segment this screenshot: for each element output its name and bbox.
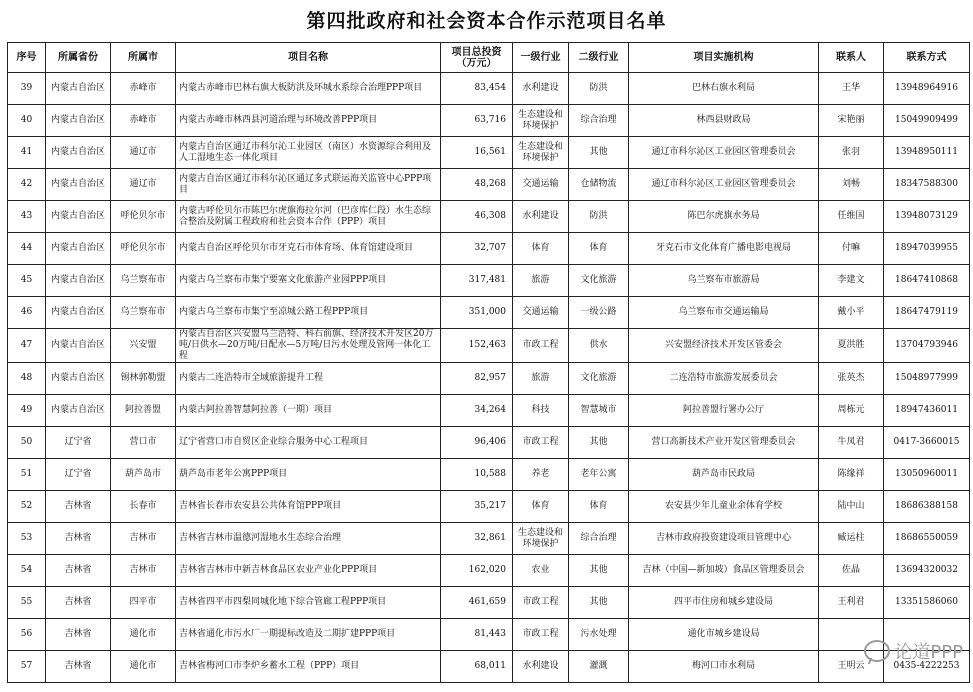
header-investment: 项目总投资（万元）	[441, 43, 513, 73]
cell-phone: 18947436011	[884, 395, 970, 427]
cell-project-name: 辽宁省营口市自贸区企业综合服务中心工程项目	[176, 427, 441, 459]
cell-city: 赤峰市	[111, 105, 176, 137]
cell-city: 兴安盟	[111, 329, 176, 363]
cell-industry-2: 综合治理	[569, 105, 629, 137]
cell-industry-2: 老年公寓	[569, 459, 629, 491]
cell-phone: 0417-3660015	[884, 427, 970, 459]
cell-agency: 农安县少年儿童业余体育学校	[629, 491, 819, 523]
cell-city: 通化市	[111, 651, 176, 683]
cell-phone: 13704793946	[884, 329, 970, 363]
cell-province: 吉林省	[46, 619, 111, 651]
cell-industry-2: 其他	[569, 587, 629, 619]
cell-phone: 0435-4222253	[884, 651, 970, 683]
cell-city: 赤峰市	[111, 73, 176, 105]
cell-project-name: 吉林省通化市污水厂一期提标改造及二期扩建PPP项目	[176, 619, 441, 651]
cell-phone: 13948964916	[884, 73, 970, 105]
page-title: 第四批政府和社会资本合作示范项目名单	[306, 10, 667, 32]
cell-no: 55	[8, 587, 46, 619]
cell-industry-1: 水利建设	[513, 651, 569, 683]
cell-industry-2: 综合治理	[569, 523, 629, 555]
cell-industry-2: 其他	[569, 555, 629, 587]
cell-industry-2: 灌溉	[569, 651, 629, 683]
table-row	[8, 491, 970, 523]
cell-investment: 83,454	[441, 73, 513, 105]
cell-agency: 梅河口市水利局	[629, 651, 819, 683]
cell-no: 52	[8, 491, 46, 523]
cell-city: 吉林市	[111, 523, 176, 555]
cell-investment: 461,659	[441, 587, 513, 619]
table-row	[8, 619, 970, 651]
cell-city: 吉林市	[111, 555, 176, 587]
cell-phone: 18647479119	[884, 297, 970, 329]
cell-investment: 317,481	[441, 265, 513, 297]
cell-industry-1: 生态建设和环境保护	[513, 137, 569, 169]
cell-province: 内蒙古自治区	[46, 105, 111, 137]
cell-agency: 巴林右旗水利局	[629, 73, 819, 105]
cell-project-name: 内蒙古自治区通辽市科尔沁区通辽多式联运海关监管中心PPP项目	[176, 169, 441, 201]
cell-project-name: 内蒙古自治区通辽市科尔沁工业园区（南区）水资源综合利用及人工湿地生态一体化项目	[176, 137, 441, 169]
cell-phone: 13948073129	[884, 201, 970, 233]
cell-contact: 陆中山	[819, 491, 884, 523]
cell-project-name: 吉林省梅河口市李炉乡蓄水工程（PPP）项目	[176, 651, 441, 683]
cell-project-name: 内蒙古自治区兴安盟乌兰浩特、科右前旗、经济技术开发区20万吨/日供水—20万吨/日配水—5万吨/日污水处理及管网一体化工程	[176, 329, 441, 363]
cell-industry-2: 体育	[569, 491, 629, 523]
cell-investment: 48,268	[441, 169, 513, 201]
cell-industry-1: 生态建设和环境保护	[513, 105, 569, 137]
cell-phone: 18686550059	[884, 523, 970, 555]
cell-industry-1: 体育	[513, 491, 569, 523]
cell-phone: 18686388158	[884, 491, 970, 523]
cell-agency: 四平市住房和城乡建设局	[629, 587, 819, 619]
cell-project-name: 吉林省四平市四梨同城化地下综合管廊工程PPP项目	[176, 587, 441, 619]
cell-industry-2: 其他	[569, 427, 629, 459]
cell-no: 44	[8, 233, 46, 265]
cell-city: 乌兰察布市	[111, 265, 176, 297]
cell-no: 46	[8, 297, 46, 329]
table-header-row	[8, 43, 970, 73]
cell-city: 乌兰察布市	[111, 297, 176, 329]
cell-phone: 15048977999	[884, 363, 970, 395]
cell-city: 呼伦贝尔市	[111, 201, 176, 233]
cell-industry-2: 智慧城市	[569, 395, 629, 427]
cell-contact: 牛凤君	[819, 427, 884, 459]
cell-contact: 张羽	[819, 137, 884, 169]
header-contact: 联系人	[819, 43, 884, 73]
cell-project-name: 内蒙古自治区呼伦贝尔市牙克石市体育场、体育馆建设项目	[176, 233, 441, 265]
cell-industry-1: 体育	[513, 233, 569, 265]
table-row	[8, 297, 970, 329]
table-row	[8, 265, 970, 297]
cell-industry-1: 水利建设	[513, 201, 569, 233]
table-row	[8, 427, 970, 459]
cell-project-name: 内蒙古乌兰察布市集宁至凉城公路工程PPP项目	[176, 297, 441, 329]
cell-city: 葫芦岛市	[111, 459, 176, 491]
cell-city: 通辽市	[111, 169, 176, 201]
cell-province: 内蒙古自治区	[46, 233, 111, 265]
cell-investment: 68,011	[441, 651, 513, 683]
cell-no: 57	[8, 651, 46, 683]
header-province: 所属省份	[46, 43, 111, 73]
cell-investment: 152,463	[441, 329, 513, 363]
cell-project-name: 吉林省吉林市中新吉林食品区农业产业化PPP项目	[176, 555, 441, 587]
cell-industry-1: 旅游	[513, 363, 569, 395]
cell-city: 通化市	[111, 619, 176, 651]
cell-phone: 15049909499	[884, 105, 970, 137]
cell-industry-2: 防洪	[569, 73, 629, 105]
cell-contact: 佐晶	[819, 555, 884, 587]
cell-industry-1: 农业	[513, 555, 569, 587]
table-row	[8, 73, 970, 105]
table-row	[8, 523, 970, 555]
cell-investment: 82,957	[441, 363, 513, 395]
cell-province: 吉林省	[46, 587, 111, 619]
cell-agency: 乌兰察布市旅游局	[629, 265, 819, 297]
cell-province: 内蒙古自治区	[46, 73, 111, 105]
cell-no: 48	[8, 363, 46, 395]
cell-no: 39	[8, 73, 46, 105]
cell-province: 吉林省	[46, 555, 111, 587]
cell-province: 内蒙古自治区	[46, 265, 111, 297]
cell-city: 锡林郭勒盟	[111, 363, 176, 395]
table-row	[8, 651, 970, 683]
table-row	[8, 555, 970, 587]
header-no: 序号	[8, 43, 46, 73]
cell-project-name: 内蒙古赤峰市林西县河道治理与环境改善PPP项目	[176, 105, 441, 137]
cell-industry-2: 文化旅游	[569, 363, 629, 395]
cell-no: 50	[8, 427, 46, 459]
cell-project-name: 内蒙古乌兰察布市集宁要塞文化旅游产业园PPP项目	[176, 265, 441, 297]
cell-no: 41	[8, 137, 46, 169]
cell-industry-1: 市政工程	[513, 619, 569, 651]
cell-industry-1: 市政工程	[513, 427, 569, 459]
cell-industry-2: 供水	[569, 329, 629, 363]
cell-investment: 63,716	[441, 105, 513, 137]
cell-agency: 牙克石市文化体育广播电影电视局	[629, 233, 819, 265]
header-city: 所属市	[111, 43, 176, 73]
cell-industry-1: 交通运输	[513, 297, 569, 329]
cell-investment: 96,406	[441, 427, 513, 459]
cell-contact: 刘畅	[819, 169, 884, 201]
cell-project-name: 内蒙古二连浩特市全域旅游提升工程	[176, 363, 441, 395]
cell-industry-2: 文化旅游	[569, 265, 629, 297]
cell-no: 49	[8, 395, 46, 427]
cell-industry-1: 交通运输	[513, 169, 569, 201]
cell-province: 内蒙古自治区	[46, 395, 111, 427]
cell-agency: 乌兰察布市交通运输局	[629, 297, 819, 329]
table-row	[8, 169, 970, 201]
cell-agency: 兴安盟经济技术开发区管委会	[629, 329, 819, 363]
cell-province: 内蒙古自治区	[46, 169, 111, 201]
cell-investment: 34,264	[441, 395, 513, 427]
cell-province: 内蒙古自治区	[46, 201, 111, 233]
cell-industry-2: 一级公路	[569, 297, 629, 329]
cell-phone: 13694320032	[884, 555, 970, 587]
cell-no: 54	[8, 555, 46, 587]
cell-province: 辽宁省	[46, 427, 111, 459]
table-row	[8, 105, 970, 137]
cell-phone: 18347588300	[884, 169, 970, 201]
cell-investment: 81,443	[441, 619, 513, 651]
cell-city: 四平市	[111, 587, 176, 619]
cell-agency: 葫芦岛市民政局	[629, 459, 819, 491]
cell-contact: 付嘛	[819, 233, 884, 265]
cell-contact: 戴小平	[819, 297, 884, 329]
cell-investment: 10,588	[441, 459, 513, 491]
cell-no: 51	[8, 459, 46, 491]
cell-city: 呼伦贝尔市	[111, 233, 176, 265]
cell-industry-2: 污水处理	[569, 619, 629, 651]
watermark-text: 论道PPP	[894, 642, 963, 663]
cell-city: 通辽市	[111, 137, 176, 169]
cell-province: 辽宁省	[46, 459, 111, 491]
cell-investment: 35,217	[441, 491, 513, 523]
header-industry-1: 一级行业	[513, 43, 569, 73]
cell-no: 42	[8, 169, 46, 201]
cell-project-name: 葫芦岛市老年公寓PPP项目	[176, 459, 441, 491]
cell-no: 45	[8, 265, 46, 297]
cell-contact: 陈缘祥	[819, 459, 884, 491]
cell-industry-2: 仓储物流	[569, 169, 629, 201]
header-industry-2: 二级行业	[569, 43, 629, 73]
cell-agency: 吉林（中国—新加坡）食品区管理委员会	[629, 555, 819, 587]
cell-phone: 13050960011	[884, 459, 970, 491]
cell-province: 内蒙古自治区	[46, 137, 111, 169]
cell-contact: 任维国	[819, 201, 884, 233]
cell-agency: 营口高新技术产业开发区管理委员会	[629, 427, 819, 459]
cell-industry-1: 水利建设	[513, 73, 569, 105]
cell-contact: 夏洪胜	[819, 329, 884, 363]
header-agency: 项目实施机构	[629, 43, 819, 73]
cell-investment: 162,020	[441, 555, 513, 587]
cell-project-name: 内蒙古赤峰市巴林右旗大板防洪及环城水系综合治理PPP项目	[176, 73, 441, 105]
cell-province: 吉林省	[46, 651, 111, 683]
table-row	[8, 587, 970, 619]
chat-bubble-icon	[864, 640, 890, 662]
cell-no: 56	[8, 619, 46, 651]
cell-agency: 阿拉善盟行署办公厅	[629, 395, 819, 427]
cell-industry-1: 养老	[513, 459, 569, 491]
cell-contact: 臧运柱	[819, 523, 884, 555]
cell-industry-1: 科技	[513, 395, 569, 427]
cell-no: 47	[8, 329, 46, 363]
cell-investment: 351,000	[441, 297, 513, 329]
cell-contact: 王明云	[819, 651, 884, 683]
project-table	[7, 42, 970, 683]
cell-agency: 二连浩特市旅游发展委员会	[629, 363, 819, 395]
watermark	[864, 638, 963, 664]
cell-investment: 32,707	[441, 233, 513, 265]
cell-investment: 16,561	[441, 137, 513, 169]
table-row	[8, 137, 970, 169]
cell-contact: 王华	[819, 73, 884, 105]
cell-agency: 陈巴尔虎旗水务局	[629, 201, 819, 233]
cell-industry-2: 体育	[569, 233, 629, 265]
cell-agency: 通化市城乡建设局	[629, 619, 819, 651]
cell-agency: 通辽市科尔沁区工业园区管理委员会	[629, 137, 819, 169]
cell-phone: 13948950111	[884, 137, 970, 169]
cell-project-name: 内蒙古呼伦贝尔市陈巴尔虎旗海拉尔河（巴彦库仁段）水生态综合整治及附属工程政府和社会资本合作（PPP）项目	[176, 201, 441, 233]
cell-province: 吉林省	[46, 523, 111, 555]
cell-city: 营口市	[111, 427, 176, 459]
table-row	[8, 363, 970, 395]
cell-no: 43	[8, 201, 46, 233]
cell-project-name: 吉林省长春市农安县公共体育馆PPP项目	[176, 491, 441, 523]
table-row	[8, 201, 970, 233]
cell-contact: 张英杰	[819, 363, 884, 395]
cell-industry-2: 防洪	[569, 201, 629, 233]
cell-no: 53	[8, 523, 46, 555]
cell-industry-1: 旅游	[513, 265, 569, 297]
cell-industry-2: 其他	[569, 137, 629, 169]
cell-province: 内蒙古自治区	[46, 297, 111, 329]
cell-agency: 通辽市科尔沁区工业园区管理委员会	[629, 169, 819, 201]
header-project-name: 项目名称	[176, 43, 441, 73]
cell-province: 内蒙古自治区	[46, 363, 111, 395]
cell-province: 吉林省	[46, 491, 111, 523]
header-phone: 联系方式	[884, 43, 970, 73]
cell-contact: 李建文	[819, 265, 884, 297]
cell-agency: 吉林市政府投资建设项目管理中心	[629, 523, 819, 555]
cell-investment: 46,308	[441, 201, 513, 233]
cell-phone: 18647410868	[884, 265, 970, 297]
cell-investment: 32,861	[441, 523, 513, 555]
cell-contact: 宋艳丽	[819, 105, 884, 137]
table-row	[8, 459, 970, 491]
cell-phone: 13351586060	[884, 587, 970, 619]
table-row	[8, 233, 970, 265]
cell-industry-1: 生态建设和环境保护	[513, 523, 569, 555]
cell-project-name: 内蒙古阿拉善智慧阿拉善（一期）项目	[176, 395, 441, 427]
cell-phone: 18947039955	[884, 233, 970, 265]
cell-city: 阿拉善盟	[111, 395, 176, 427]
table-row	[8, 329, 970, 363]
cell-industry-1: 市政工程	[513, 587, 569, 619]
cell-project-name: 吉林省吉林市温德河湿地水生态综合治理	[176, 523, 441, 555]
cell-no: 40	[8, 105, 46, 137]
cell-contact: 周栋元	[819, 395, 884, 427]
cell-province: 内蒙古自治区	[46, 329, 111, 363]
cell-agency: 林西县财政局	[629, 105, 819, 137]
cell-industry-1: 市政工程	[513, 329, 569, 363]
table-row	[8, 395, 970, 427]
cell-city: 长春市	[111, 491, 176, 523]
cell-contact: 王利君	[819, 587, 884, 619]
